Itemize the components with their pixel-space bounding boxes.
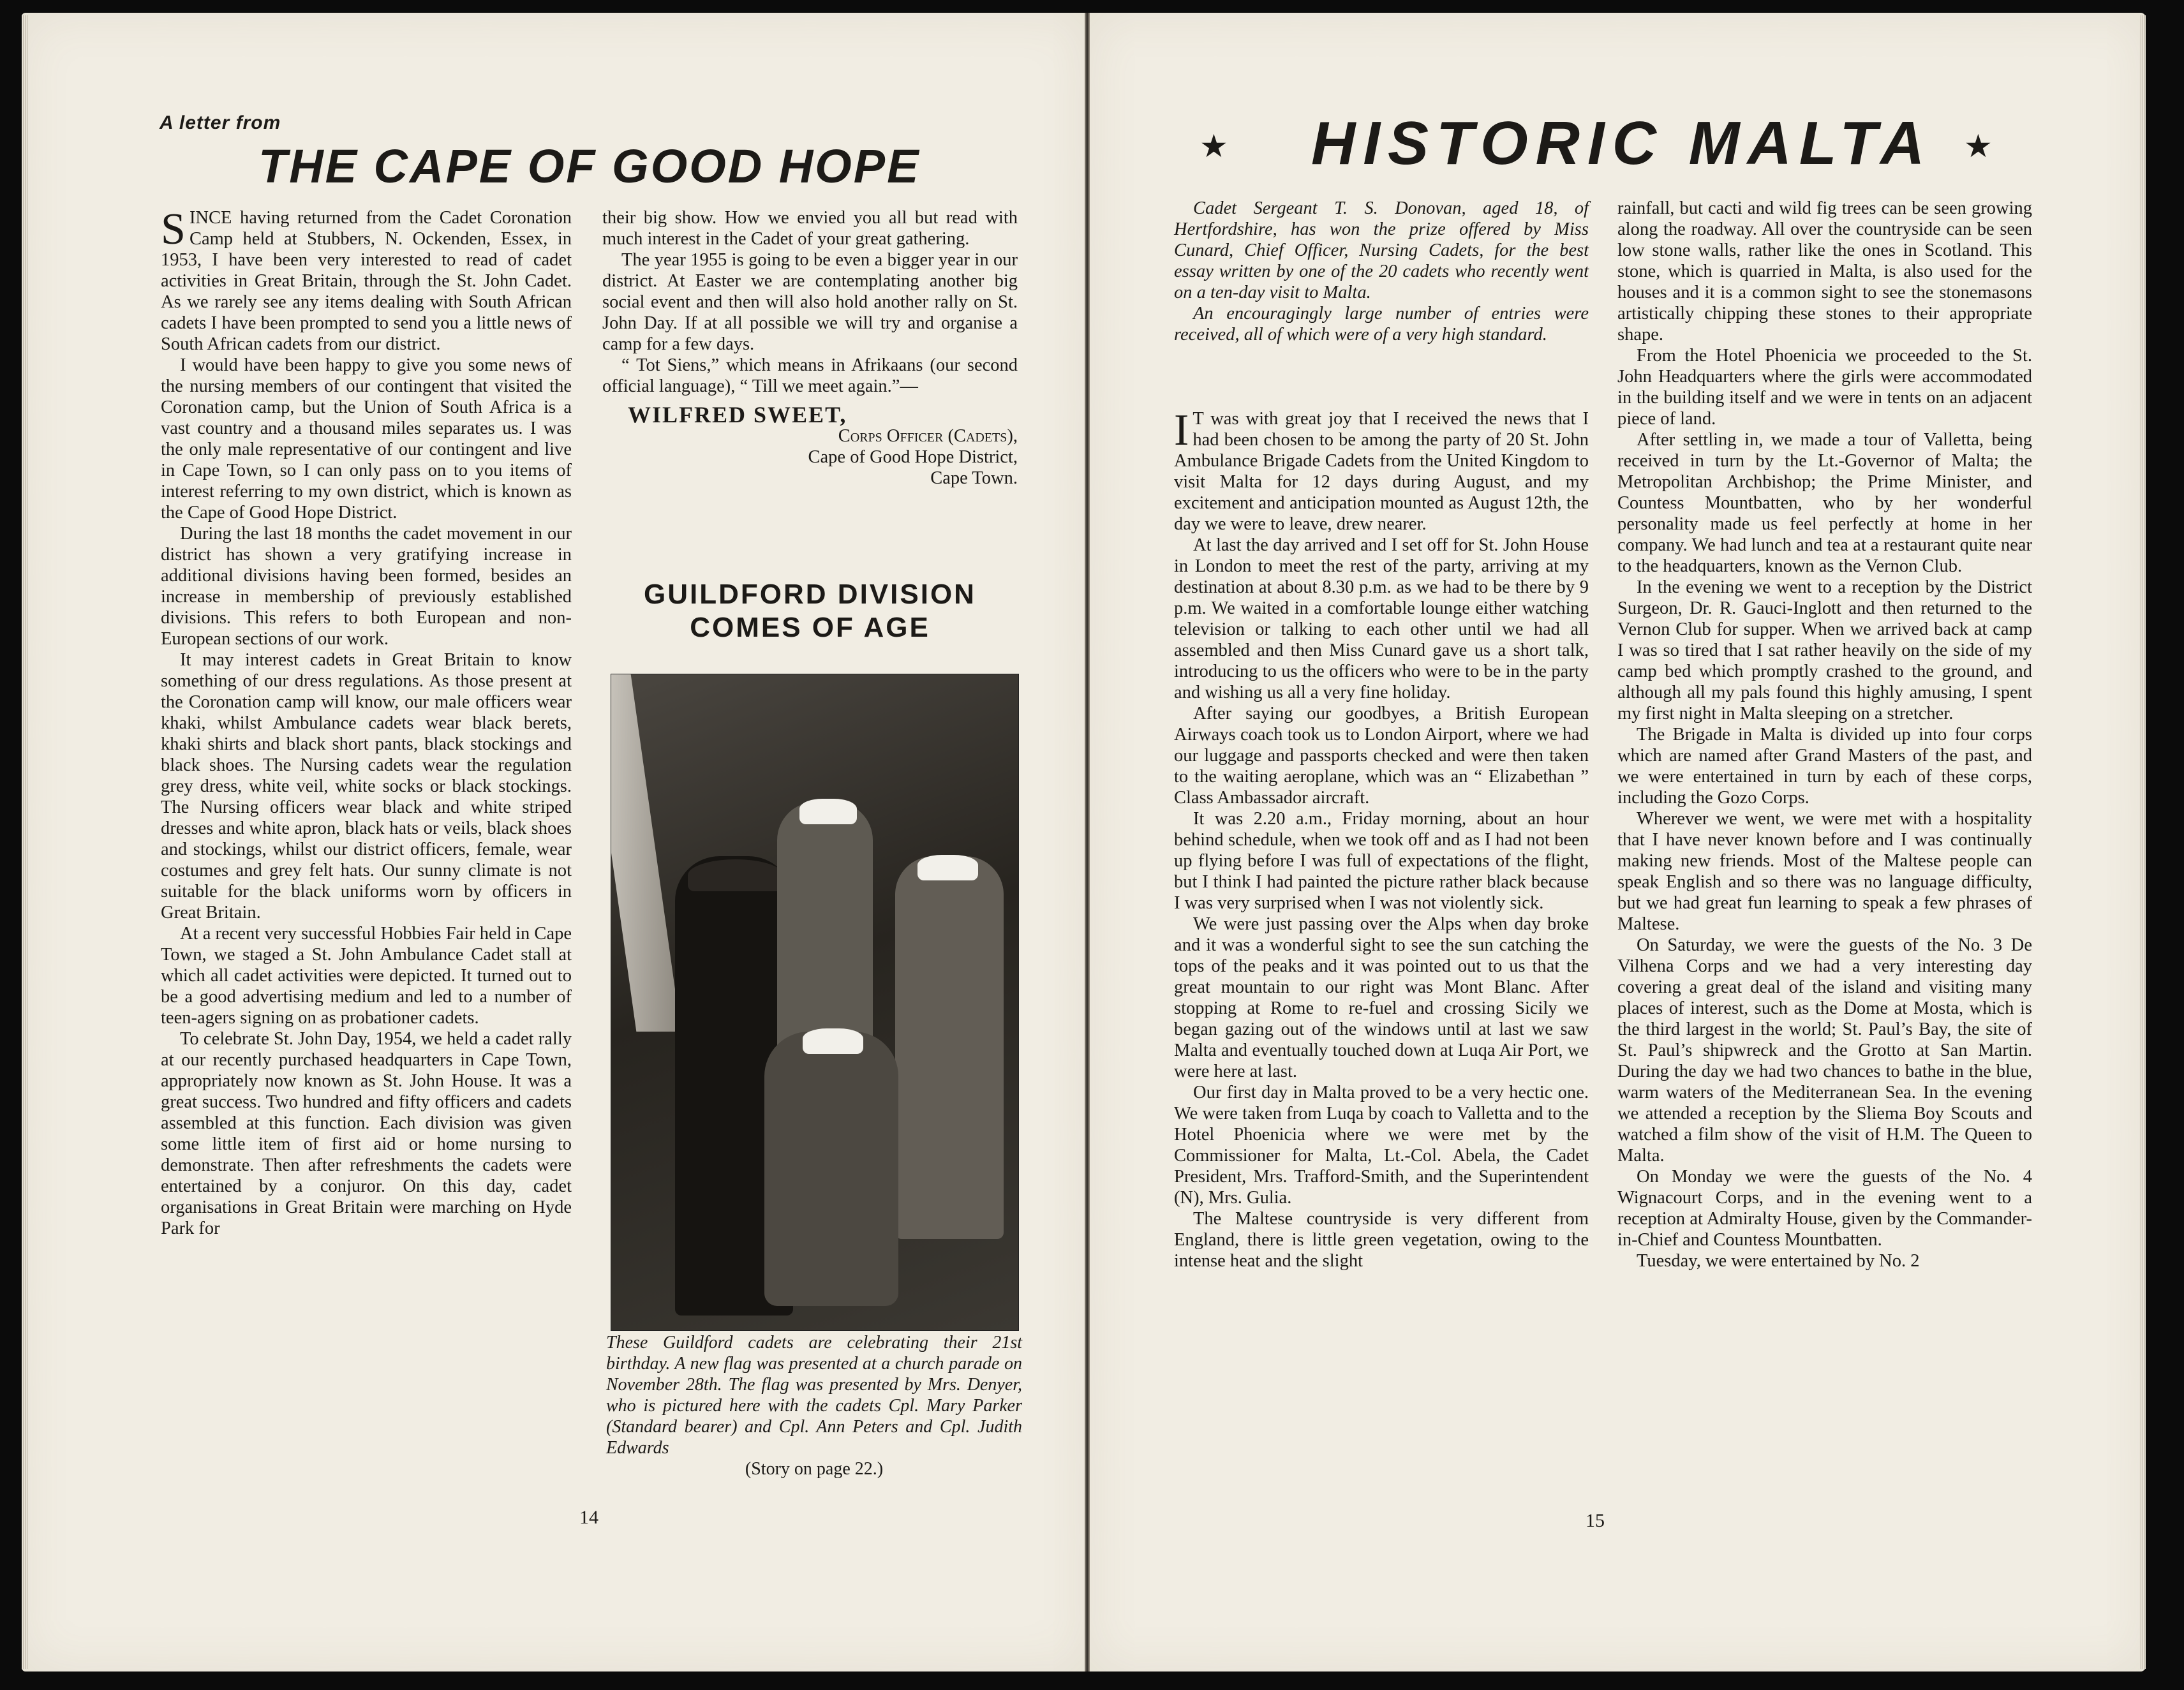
malta-paragraph-2: At last the day arrived and I set off for St. John House in London to meet the rest of the party, arriving at my destination at about 8.30 p.m. as we had to be there by 9 p.m. We waited in a comfortable lounge either watching television or talking to each other until we had all assembled and then Miss Cunard gave us a short talk, introducing to us the officers who were to be in the party and wishing us all a very fine holiday. xyxy=(1174,535,1589,702)
cape-column-1 xyxy=(161,207,572,1239)
malta-paragraph-3: After saying our goodbyes, a British European Airways coach took us to London Airport, where we had our luggage and passports checked and were then taken to the waiting aeroplane, which was an “ Elizabethan ” Class Ambassador aircraft. xyxy=(1174,704,1589,808)
malta-column-1 xyxy=(1174,408,1589,1271)
page-number-left: 14 xyxy=(579,1507,598,1528)
cape-paragraph-9: “ Tot Siens,” which means in Afrikaans (our second official language), “ Till we meet again.”— xyxy=(602,355,1018,396)
cape-paragraph-2: I would have been happy to give you some news of the nursing members of our contingent that visited the Coronation camp, but the Union of South Africa is a vast country and a thousand miles separates us. I was the only male representative of our contingent and live in Cape Town, so I can only pass on to you items of interest referring to my own district, which is known as the Cape of Good Hope District. xyxy=(161,355,572,523)
malta-paragraph-15: On Monday we were the guests of the No. 4 Wignacourt Corps, and in the evening went to a reception at Admiralty House, given by the Commander-in-Chief and Countess Mountbatten. xyxy=(1617,1167,2032,1250)
star-icon: ★ xyxy=(1964,128,1993,165)
cape-paragraph-1: SINCE having returned from the Cadet Coronation Camp held at Stubbers, N. Ockenden, Essex, in 1953, I have been very interested to read of cadet activities in Great Britain, through the St. John Cadet. As we rarely see any items dealing with South African cadets I have been prompted to send you a little news of South African cadets from our district. xyxy=(161,205,572,354)
cape-column-2 xyxy=(602,207,1018,489)
malta-column-2 xyxy=(1617,198,2032,1271)
malta-paragraph-14: On Saturday, we were the guests of the No. 3 De Vilhena Corps and we had a very interesting day covering a great deal of the island and visiting many places of interest, such as the Dome at Mosta, which is the third largest in the world; St. Paul’s Bay, the site of St. Paul’s shipwreck and the Grotto at San Martin. During the day we had two chances to bathe in the blue, warm waters of the Mediterranean Sea. In the evening we attended a reception by the Sliema Boy Scouts and watched a film show of the visit of H.M. The Queen to Malta. xyxy=(1617,935,2032,1166)
cape-paragraph-8: The year 1955 is going to be even a bigger year in our district. At Easter we are contemplating another big social event and then will also hold another rally on St. John Day. If at all possible we will try and organise a camp for a few days. xyxy=(602,250,1018,354)
malta-paragraph-13: Wherever we went, we were met with a hospitality that I have never known before and I was continually making new friends. Most of the Maltese people can speak English and so there was no language difficulty, but we had great fun learning to speak a few phrases of Maltese. xyxy=(1617,809,2032,934)
white-veil-image xyxy=(799,799,857,824)
essay-intro-paragraph-1: Cadet Sergeant T. S. Donovan, aged 18, of Hertfordshire, has won the prize offered by Miss Cunard, Chief Officer, Nursing Cadets, for the best essay written by one of the 20 cadets who recently went on a ten-day visit to Malta. xyxy=(1174,198,1589,302)
cape-paragraph-4: It may interest cadets in Great Britain to know something of our dress regulations. As those present at the Coronation camp will know, our male officers wear khaki, whilst Ambulance cadets wear black berets, khaki shirts and black short pants, black stockings and black shoes. The Nursing cadets wear the regulation grey dress, white veil, white socks or black stockings. The Nursing officers wear black and white striped dresses and white apron, black hats or veils, black shoes and stockings, whilst our district officers, female, wear costumes and grey felt hats. Our sunny climate is not suitable for the black uniforms worn by officers in Great Britain. xyxy=(161,650,572,923)
malta-paragraph-8: rainfall, but cacti and wild fig trees can be seen growing along the roadway. All over the countryside can be seen low stone walls, rather like the ones in Scotland. This stone, which is quarried in Malta, is also used for the houses and it is a common sight to see the stonemasons artistically chipping these stones to their appropriate shape. xyxy=(1617,198,2032,345)
signature-city: Cape Town. xyxy=(930,468,1018,488)
guildford-headline-line-1: GUILDFORD DIVISION xyxy=(644,579,976,610)
malta-paragraph-7: The Maltese countryside is very different from England, there is little green vegetation, owing to the intense heat and the slight xyxy=(1174,1209,1589,1271)
malta-headline: HISTORIC MALTA xyxy=(1311,109,1933,177)
drop-cap: I xyxy=(1174,406,1189,455)
malta-paragraph-1: I T was with great joy that I received the news that I had been chosen to be among the party of 20 St. John Ambulance Brigade Cadets from the United Kingdom to visit Malta for 12 days during August, and my excitement and anticipation mounted as August 12th, the day we were to leave, drew nearer. xyxy=(1174,406,1589,534)
cape-paragraph-3: During the last 18 months the cadet movement in our district has shown a very gratifying increase in additional divisions having been formed, besides an increase in membership of previously established divisions. This refers to both European and non-European sections of our work. xyxy=(161,524,572,649)
malta-paragraph-6: Our first day in Malta proved to be a very hectic one. We were taken from Luqa by coach to Valletta and to the Hotel Phoenicia where we were met by the Commissioner for Malta, Lt.-Col. Abela, the Cadet President, Mrs. Trafford-Smith, and the Superintendent (N), Mrs. Gulia. xyxy=(1174,1083,1589,1208)
signature-district: Cape of Good Hope District, xyxy=(808,447,1018,467)
right-page-edge xyxy=(2139,15,2146,1669)
signature-name: WILFRED SWEET, xyxy=(628,402,847,427)
guildford-cadets-photo xyxy=(611,674,1019,1331)
cape-paragraph-5: At a recent very successful Hobbies Fair held in Cape Town, we staged a St. John Ambulance Cadet stall at which all cadet activities were depicted. It turned out to be a good advertising medium and led to a number of teen-agers signing on as probationer cadets. xyxy=(161,924,572,1028)
page-number-right: 15 xyxy=(1586,1510,1605,1531)
cadet-mary-parker-figure xyxy=(764,1032,898,1306)
drop-cap: S xyxy=(161,205,186,254)
hat-image xyxy=(688,859,784,891)
signature-title: Corps Officer (Cadets), xyxy=(838,426,1018,446)
guildford-headline-line-2: COMES OF AGE xyxy=(690,612,930,643)
malta-paragraph-16: Tuesday, we were entertained by No. 2 xyxy=(1637,1251,1920,1271)
cadet-judith-edwards-figure xyxy=(895,856,1004,1239)
white-veil-image xyxy=(803,1028,863,1054)
article-kicker: A letter from xyxy=(160,112,281,133)
photo-caption xyxy=(606,1332,1022,1479)
malta-paragraph-4: It was 2.20 a.m., Friday morning, about an hour behind schedule, when we took off and as I had not been up flying before I was full of expectations of the flight, but I think I had painted the picture rather black because I was very surprised when I was not violently sick. xyxy=(1174,809,1589,913)
cape-paragraph-6: To celebrate St. John Day, 1954, we held a cadet rally at our recently purchased headquarters in Cape Town, appropriately now known as St. John House. It was a great success. Two hundred and fifty officers and cadets assembled at this function. Each division was given some little item of first aid or home nursing to demonstrate. Then after refreshments the cadets were entertained by a conjuror. On this day, cadet organisations in Great Britain were marching on Hyde Park for xyxy=(161,1029,572,1238)
malta-paragraph-12: The Brigade in Malta is divided up into four corps which are named after Grand Masters of the past, and we were entertained in turn by each of these corps, including the Gozo Corps. xyxy=(1617,725,2032,808)
malta-paragraph-9: From the Hotel Phoenicia we proceeded to the St. John Headquarters where the girls were accommodated in the building itself and we were in tents on an adjacent piece of land. xyxy=(1617,346,2032,429)
malta-paragraph-11: In the evening we went to a reception by the District Surgeon, Dr. R. Gauci-Inglott and then returned to the Vernon Club for supper. When we arrived back at camp I was so tired that I sat rather heavily on the side of my camp bed which promptly crashed to the ground, and although all my pals found this highly amusing, I spent my first night in Malta sleeping on a stretcher. xyxy=(1617,577,2032,723)
book-gutter xyxy=(1085,13,1090,1671)
flag-image xyxy=(611,674,681,1032)
essay-intro-paragraph-2: An encouragingly large number of entries were received, all of which were of a very high standard. xyxy=(1174,304,1589,345)
guildford-headline xyxy=(602,578,1018,644)
story-reference: (Story on page 22.) xyxy=(745,1459,884,1479)
malta-paragraph-5: We were just passing over the Alps when day broke and it was a wonderful sight to see the sun catching the tops of the peaks and it was pointed out to us that the great mountain to our right was Mont Blanc. After stopping at Rome to re-fuel and crossing Sicily we began gazing out of the windows until at last we saw Malta and eventually touched down at Luqa Air Port, we were here at last. xyxy=(1174,914,1589,1081)
white-veil-image xyxy=(917,855,978,880)
photo-caption-text: These Guildford cadets are celebrating their 21st birthday. A new flag was presented at a church parade on November 28th. The flag was presented by Mrs. Denyer, who is pictured here with the cadets Cpl. Mary Parker (Standard bearer) and Cpl. Ann Peters and Cpl. Judith Edwards xyxy=(606,1333,1022,1458)
malta-paragraph-10: After settling in, we made a tour of Valletta, being received in turn by the Lt.-Governor of Malta; the Metropolitan Archbishop; the Prime Minister, and Countess Mountbatten, who by her wonderful personality made us feel perfectly at home in her company. We had lunch and tea at a restaurant quite near to the headquarters, known as the Vernon Club. xyxy=(1617,430,2032,576)
cape-paragraph-7: their big show. How we envied you all but read with much interest in the Cadet of your great gathering. xyxy=(602,208,1018,249)
essay-intro xyxy=(1174,198,1589,345)
article-headline: THE CAPE OF GOOD HOPE xyxy=(258,140,921,193)
left-page-edge xyxy=(22,15,28,1669)
star-icon: ★ xyxy=(1200,128,1228,165)
